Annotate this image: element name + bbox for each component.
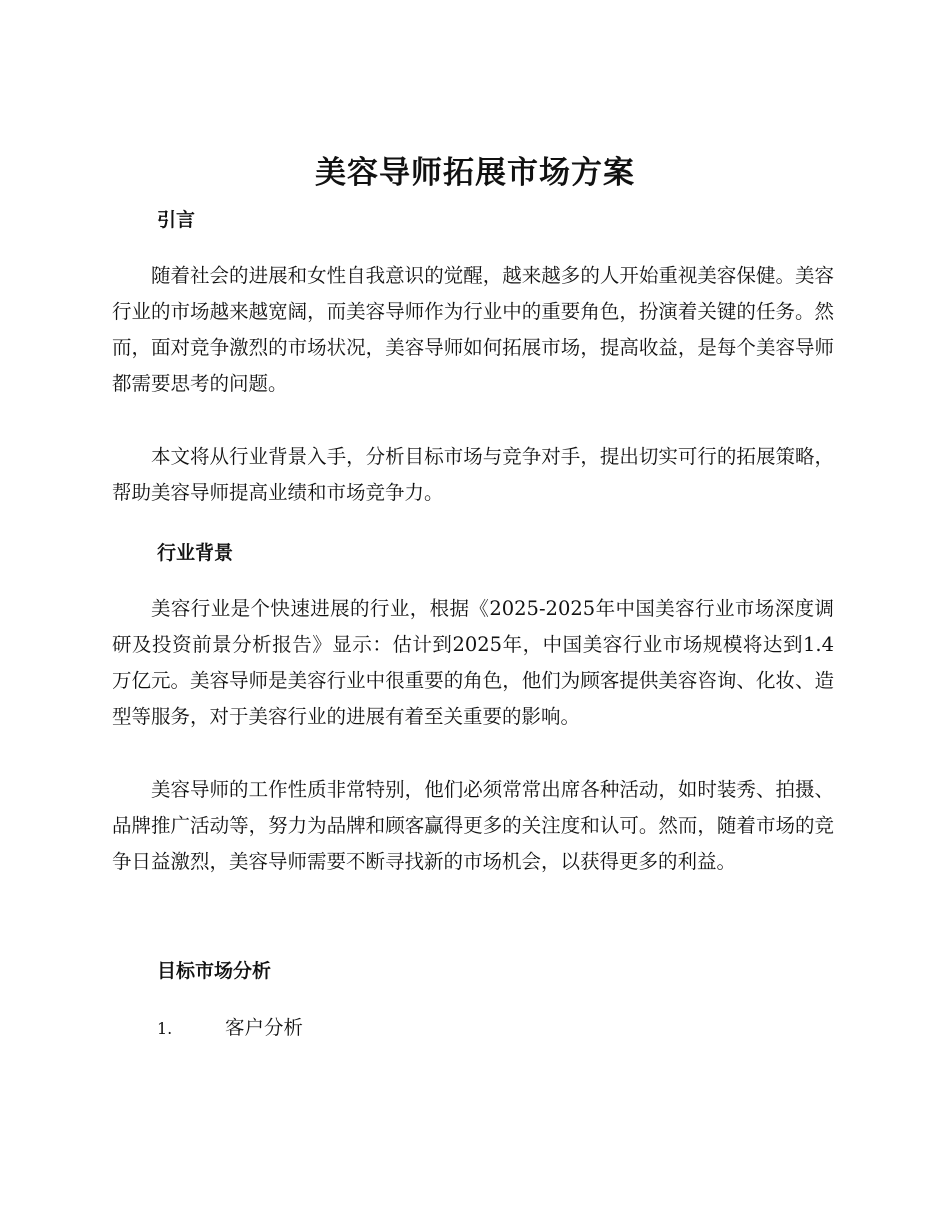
section-heading-target-market: 目标市场分析 (157, 960, 272, 982)
paragraph: 美容导师的工作性质非常特别，他们必须常常出席各种活动，如时装秀、拍摄、品牌推广活动等，努力为品牌和顾客赢得更多的关注度和认可。然而，随着市场的竞争日益激烈，美容导师需要不断寻找新的市场机会，以获得更多的利益。 (112, 778, 834, 873)
section-heading-intro: 引言 (157, 209, 196, 231)
section-heading-industry-background: 行业背景 (157, 542, 234, 564)
document-title: 美容导师拓展市场方案 (315, 155, 635, 191)
paragraph: 随着社会的进展和女性自我意识的觉醒，越来越多的人开始重视美容保健。美容行业的市场越来越宽阔，而美容导师作为行业中的重要角色，扮演着关键的任务。然而，面对竞争激烈的市场状况，美容导师如何拓展市场，提高收益，是每个美容导师都需要思考的问题。 (112, 264, 834, 395)
list-item (157, 1012, 303, 1045)
list-item-label: 客户分析 (225, 1016, 304, 1039)
paragraph: 本文将从行业背景入手，分析目标市场与竞争对手，提出切实可行的拓展策略，帮助美容导师提高业绩和市场竞争力。 (112, 445, 834, 504)
paragraph: 美容行业是个快速进展的行业，根据《2025-2025年中国美容行业市场深度调研及投资前景分析报告》显示：估计到2025年，中国美容行业市场规模将达到1.4万亿元。美容导师是美容行业中很重要的角色，他们为顾客提供美容咨询、化妆、造型等服务，对于美容行业的进展有着至关重要的影响。 (112, 597, 834, 728)
list-item-number: 1. (157, 1019, 173, 1038)
